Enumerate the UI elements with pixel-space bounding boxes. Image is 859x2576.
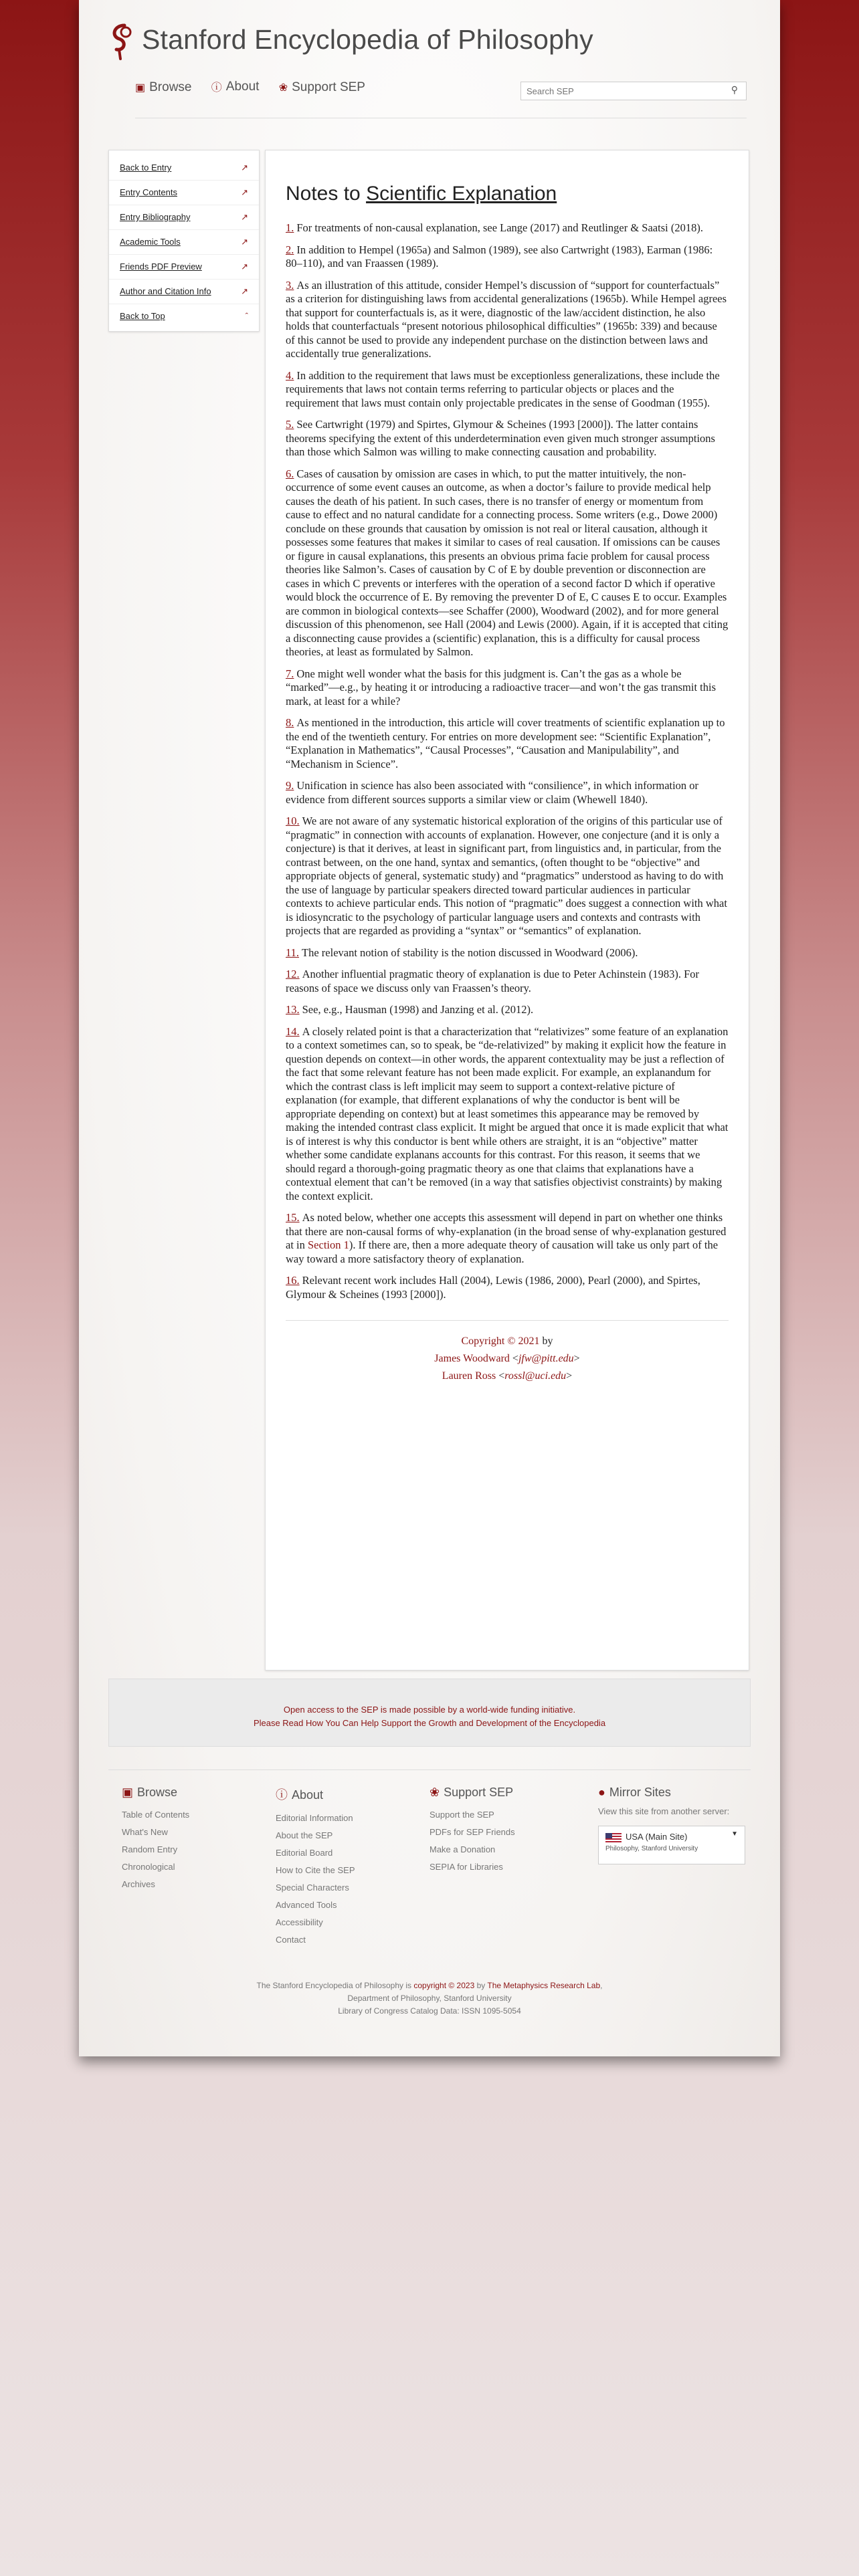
sidebar-link[interactable]: Academic Tools (120, 237, 181, 247)
footer-link[interactable]: About the SEP (276, 1830, 333, 1840)
sidebar-item-academic-tools[interactable] (109, 230, 259, 255)
search-icon[interactable]: ⚲ (731, 86, 738, 96)
footer-link[interactable]: Editorial Information (276, 1813, 353, 1823)
colophon-issn: Library of Congress Catalog Data: ISSN 1095-5054 (338, 2006, 521, 2016)
footer-link[interactable]: Archives (122, 1879, 155, 1889)
external-link-icon: ↗ (241, 212, 248, 222)
mirror-site-select[interactable] (598, 1826, 745, 1864)
note-text: One might well wonder what the basis for this judgment is. Can’t the gas as a whole be “marked”—e.g., by heating it or introducing a radioactive tracer—and won’t the gas transmit this mark, at least for a while? (286, 667, 716, 708)
note-text: Cases of causation by omission are cases in which, to put the matter intuitively, the non-occurrence of some event causes an outcome, as when a doctor’s failure to provide medical help causes the death of his patient. In such cases, there is no transfer of energy or momentum from cause to effect and no natural candidate for a connecting process. Some writers (e.g., Dowe 2000) conclude on these grounds that causation by omission is not real or literal causation, although it possesses some features that makes it similar to cases of real causation. If omissions can be causes or figure in causal explanations, this presents an obvious prima facie problem for causal process theories like Salmon’s. Cases of causation by C of E by double prevention or disconnection are cases in which C prevents or interferes with the operation of a second factor D which if operative would block the occurrence of E. By removing the preventer D of E, C causes E to occur. Examples are common in biological contexts—see Schaffer (2000), Woodward (2002), and for more general discussion of this phenomenon, see Hall (2004) and Lewis (2000). Again, if it is accepted that citing a disconnecting cause provides a (scientific) explanation, this is a difficulty for causal process theories, at least as formulated by Salmon. (286, 467, 729, 658)
note-11 (286, 946, 729, 960)
funding-banner (108, 1679, 751, 1747)
note-text: We are not aware of any systematic historical exploration of the origins of this particular use of “pragmatic” in connection with accounts of explanation. However, one conjecture (and it is only a conjecture) is that it derives, at least in significant part, from linguistics and, in particular, from the contrast between, on the one hand, syntax and semantics, (often thought to be “objective” and appropriate objects of general, systematic study) and “pragmatics” understood as having to do with the use of language by particular speakers directed toward particular audiences in particular contexts to achieve particular ends. This notion of “pragmatic” does suggest a connection with what is idiosyncratic to the psychology of particular language users and contexts and contrasts with projects that are regarded as providing a “syntax” or “semantics” of explanation. (286, 815, 727, 937)
site-title[interactable]: Stanford Encyclopedia of Philosophy (142, 24, 593, 55)
copyright-line (286, 1333, 729, 1350)
note-number[interactable]: 1. (286, 221, 294, 234)
footer-divider (108, 1769, 751, 1770)
nav-about[interactable] (211, 79, 260, 94)
note-text: See, e.g., Hausman (1998) and Janzing et al. (2012). (302, 1003, 534, 1016)
copyright-block (286, 1320, 729, 1385)
author-email-link[interactable]: rossl@uci.edu (504, 1370, 567, 1382)
note-13 (286, 1003, 729, 1017)
footer-heading (598, 1786, 745, 1800)
note-number[interactable]: 7. (286, 667, 294, 680)
copyright-by: by (539, 1335, 553, 1347)
author-email-link[interactable]: jfw@pitt.edu (518, 1353, 574, 1364)
note-text: As noted below, whether one accepts this assessment will depend in part on whether one thinks that there are non-causal forms of why-explanation (in the broad sense of why-explanation gestured at in (286, 1211, 727, 1251)
note-number[interactable]: 10. (286, 815, 300, 827)
footer-heading-label: Support SEP (444, 1786, 514, 1799)
colophon-text: The Stanford Encyclopedia of Philosophy is (256, 1981, 414, 1990)
footer-link[interactable]: Special Characters (276, 1883, 349, 1893)
note-number[interactable]: 15. (286, 1211, 300, 1224)
external-link-icon: ↗ (241, 237, 248, 247)
note-text: For treatments of non-causal explanation, see Lange (2017) and Reutlinger & Saatsi (2018). (296, 221, 703, 234)
search-box (520, 82, 747, 100)
note-number[interactable]: 13. (286, 1003, 300, 1016)
footer-browse (122, 1786, 189, 1893)
note-text: The relevant notion of stability is the notion discussed in Woodward (2006). (302, 946, 638, 959)
note-10 (286, 815, 729, 938)
footer-link[interactable]: How to Cite the SEP (276, 1865, 355, 1875)
author-link[interactable]: James Woodward (434, 1353, 510, 1364)
note-text: In addition to Hempel (1965a) and Salmon (1989), see also Cartwright (1983), Earman (1986: 80–110), and van Fraassen (1989). (286, 243, 713, 270)
page-container (79, 0, 780, 2056)
note-9 (286, 779, 729, 807)
footer-link[interactable]: Editorial Board (276, 1848, 333, 1858)
sidebar-item-friends-pdf[interactable] (109, 255, 259, 280)
footer-heading (430, 1786, 515, 1800)
colophon (79, 1979, 780, 2018)
footer-support (430, 1786, 515, 1876)
note-number[interactable]: 11. (286, 946, 300, 959)
nav-support[interactable] (279, 80, 365, 95)
note-6 (286, 467, 729, 659)
note-number[interactable]: 6. (286, 467, 294, 480)
info-icon: ⓘ (276, 1788, 288, 1802)
footer-mirror (598, 1786, 745, 1864)
entry-title-link[interactable]: Scientific Explanation (366, 183, 557, 205)
copyright-link[interactable]: Copyright © 2021 (461, 1335, 540, 1347)
top-nav (135, 79, 381, 95)
section-1-link[interactable]: Section 1 (308, 1239, 349, 1251)
external-link-icon: ↗ (241, 286, 248, 296)
page-title-prefix: Notes to (286, 183, 367, 205)
footer-link[interactable]: What's New (122, 1827, 168, 1837)
us-flag-icon (605, 1833, 622, 1842)
colophon-text: , (600, 1981, 603, 1990)
note-15 (286, 1211, 729, 1266)
footer-heading (276, 1786, 355, 1803)
nav-browse-label: Browse (149, 80, 192, 94)
footer-heading (122, 1786, 189, 1800)
sidebar-item-back-to-top[interactable] (109, 304, 259, 329)
note-14 (286, 1025, 729, 1204)
note-5 (286, 418, 729, 459)
support-growth-link[interactable]: Please Read How You Can Help Support the Growth and Development of the Encyclopedia (253, 1718, 606, 1728)
entry-sidebar (108, 150, 260, 332)
note-text: Relevant recent work includes Hall (2004), Lewis (1986, 2000), Pearl (2000), and Spirtes, Glymour & Scheines (1993 [2000]). (286, 1274, 700, 1301)
sidebar-link[interactable]: Entry Contents (120, 187, 177, 197)
search-input[interactable] (521, 82, 721, 100)
note-4 (286, 369, 729, 411)
footer-heading-label: About (292, 1788, 324, 1802)
footer-link[interactable]: SEPIA for Libraries (430, 1862, 503, 1872)
nav-browse[interactable] (135, 80, 191, 95)
note-7 (286, 667, 729, 709)
footer-heading-label: Mirror Sites (609, 1786, 671, 1799)
note-text: ). If there are, then a more adequate theory of causation will take us only part of the way toward a more satisfactory theory of explanation. (286, 1239, 719, 1265)
note-text: See Cartwright (1979) and Spirtes, Glymour & Scheines (1993 [2000]). The latter contains theorems specifying the extent of this underdetermination even given much stronger assumptions than those which Salmon was willing to make connecting causation and probability. (286, 418, 715, 458)
note-3 (286, 279, 729, 361)
note-number[interactable]: 4. (286, 368, 294, 382)
external-link-icon: ↗ (241, 187, 248, 197)
note-number[interactable]: 12. (286, 968, 300, 980)
note-number[interactable]: 5. (286, 418, 294, 431)
footer-link[interactable]: Make a Donation (430, 1844, 496, 1854)
page-title (286, 183, 729, 205)
note-16 (286, 1274, 729, 1301)
sidebar-link[interactable]: Friends PDF Preview (120, 261, 202, 272)
nav-about-label: About (225, 79, 260, 94)
mirror-note: View this site from another server: (598, 1806, 730, 1816)
metaphysics-lab-link[interactable]: The Metaphysics Research Lab (487, 1981, 601, 1990)
leaf-icon: ❀ (430, 1786, 440, 1799)
footer-link[interactable]: Contact (276, 1935, 306, 1945)
sidebar-link[interactable]: Back to Entry (120, 163, 172, 173)
note-text: As mentioned in the introduction, this article will cover treatments of scientific explanation up to the end of the twentieth century. For entries on more development see: “Scientific Explanation”, “Explanation in Mathematics”, “Causal Processes”, “Causation and Manipulability”, and “Mechanism in Science”. (286, 716, 725, 770)
nav-support-label: Support SEP (292, 80, 365, 94)
footer-link[interactable]: Advanced Tools (276, 1900, 337, 1910)
footer-about (276, 1786, 355, 1949)
note-number[interactable]: 8. (286, 716, 294, 729)
sidebar-item-entry-contents[interactable] (109, 181, 259, 205)
external-link-icon: ↗ (241, 261, 248, 272)
sidebar-link[interactable]: Entry Bibliography (120, 212, 191, 222)
external-link-icon: ↗ (241, 163, 248, 173)
footer-link[interactable]: Support the SEP (430, 1810, 494, 1820)
sep-logo-icon[interactable] (104, 21, 138, 62)
note-number[interactable]: 14. (286, 1025, 300, 1038)
note-number[interactable]: 9. (286, 779, 294, 792)
chevron-down-icon: ▼ (731, 1830, 738, 1838)
note-text: A closely related point is that a characterization that “relativizes” some feature of an explanation to a context sometimes can, so to speak, be “de-relativized” by making it explicit how the feature in question depends on context—in other words, the apparent contextuality may be just a reflection of the fact that some relevant feature has not been made explicit. For example, an explanandum for which the contrast class is left implicit may seem to support a context-relative picture of explanation (for example, that different explanations of why the conductor is bent will be appropriate depending on context) but at least sometimes this appearance may be removed by making the intended contrast class explicit. It might be argued that once it is made explicit that what is of interest is why this conductor is bent while others are straight, it is an “objective” matter whether some candidate explanans accounts for this contrast. For this reason, it seems that we should regard a thorough-going pragmatic theory as one that claims that explanations have a contextual element that can’t be removed (in a way that satisfies objectivist constraints) by making the context explicit. (286, 1025, 729, 1202)
footer-heading-label: Browse (137, 1786, 178, 1799)
note-text: Another influential pragmatic theory of explanation is due to Peter Achinstein (1983). For reasons of space we discuss only van Fraassen’s theory. (286, 968, 700, 994)
note-1 (286, 221, 729, 235)
note-12 (286, 968, 729, 995)
note-number[interactable]: 3. (286, 278, 294, 292)
main-content (265, 150, 749, 1671)
colophon-dept: Department of Philosophy, Stanford University (347, 1994, 512, 2003)
sidebar-item-author-citation[interactable] (109, 280, 259, 304)
book-icon: ▣ (122, 1786, 134, 1799)
leaf-icon: ❀ (278, 82, 288, 94)
sidebar-item-back-to-entry[interactable] (109, 156, 259, 181)
note-8 (286, 716, 729, 771)
footer-link[interactable]: PDFs for SEP Friends (430, 1827, 515, 1837)
footer-link[interactable]: Accessibility (276, 1917, 323, 1927)
funding-initiative-link[interactable]: Open access to the SEP is made possible by a world-wide funding initiative. (283, 1705, 576, 1715)
sidebar-link[interactable]: Back to Top (120, 311, 165, 321)
mirror-selected: USA (Main Site) (626, 1832, 688, 1842)
note-text: As an illustration of this attitude, consider Hempel’s discussion of “support for counterfactuals” as a criterion for distinguishing laws from accidental generalizations (1965b). While Hempel agrees that support for counterfactuals is, as it were, diagnostic of the law/accident distinction, he also holds that counterfactuals “present notorious philosophical difficulties” (1965b: 339) and because of this cannot be used to provide any independent purchase on the distinction between laws and accidentally true generalizations. (286, 278, 727, 360)
note-text: Unification in science has also been associated with “consilience”, in which information or evidence from different sources supports a similar view or claim (Whewell 1840). (286, 779, 699, 806)
footer-link[interactable]: Table of Contents (122, 1810, 190, 1820)
colophon-text: by (474, 1981, 488, 1990)
note-2 (286, 243, 729, 271)
info-icon: ⓘ (211, 82, 222, 94)
author-line-2: Lauren Ross <rossl@uci.edu> (442, 1370, 573, 1382)
book-icon: ▣ (135, 82, 146, 94)
sidebar-item-entry-bibliography[interactable] (109, 205, 259, 230)
globe-icon: ● (598, 1786, 605, 1799)
author-line-1: James Woodward <jfw@pitt.edu> (434, 1353, 580, 1364)
colophon-copyright-link[interactable]: copyright © 2023 (413, 1981, 475, 1990)
mirror-selected-sub: Philosophy, Stanford University (605, 1844, 698, 1852)
site-header (104, 19, 760, 66)
note-number[interactable]: 16. (286, 1274, 300, 1287)
note-text: In addition to the requirement that laws must be exceptionless generalizations, these include the requirements that laws not contain terms referring to particular objects or places and the requirement that laws must contain only projectable predicates in the sense of Goodman (1955). (286, 368, 720, 409)
footer-link[interactable]: Chronological (122, 1862, 175, 1872)
sidebar-link[interactable]: Author and Citation Info (120, 286, 211, 296)
author-link[interactable]: Lauren Ross (442, 1370, 496, 1382)
footer-link[interactable]: Random Entry (122, 1844, 178, 1854)
chevron-up-icon: ˆ (245, 311, 248, 321)
note-number[interactable]: 2. (286, 243, 294, 256)
